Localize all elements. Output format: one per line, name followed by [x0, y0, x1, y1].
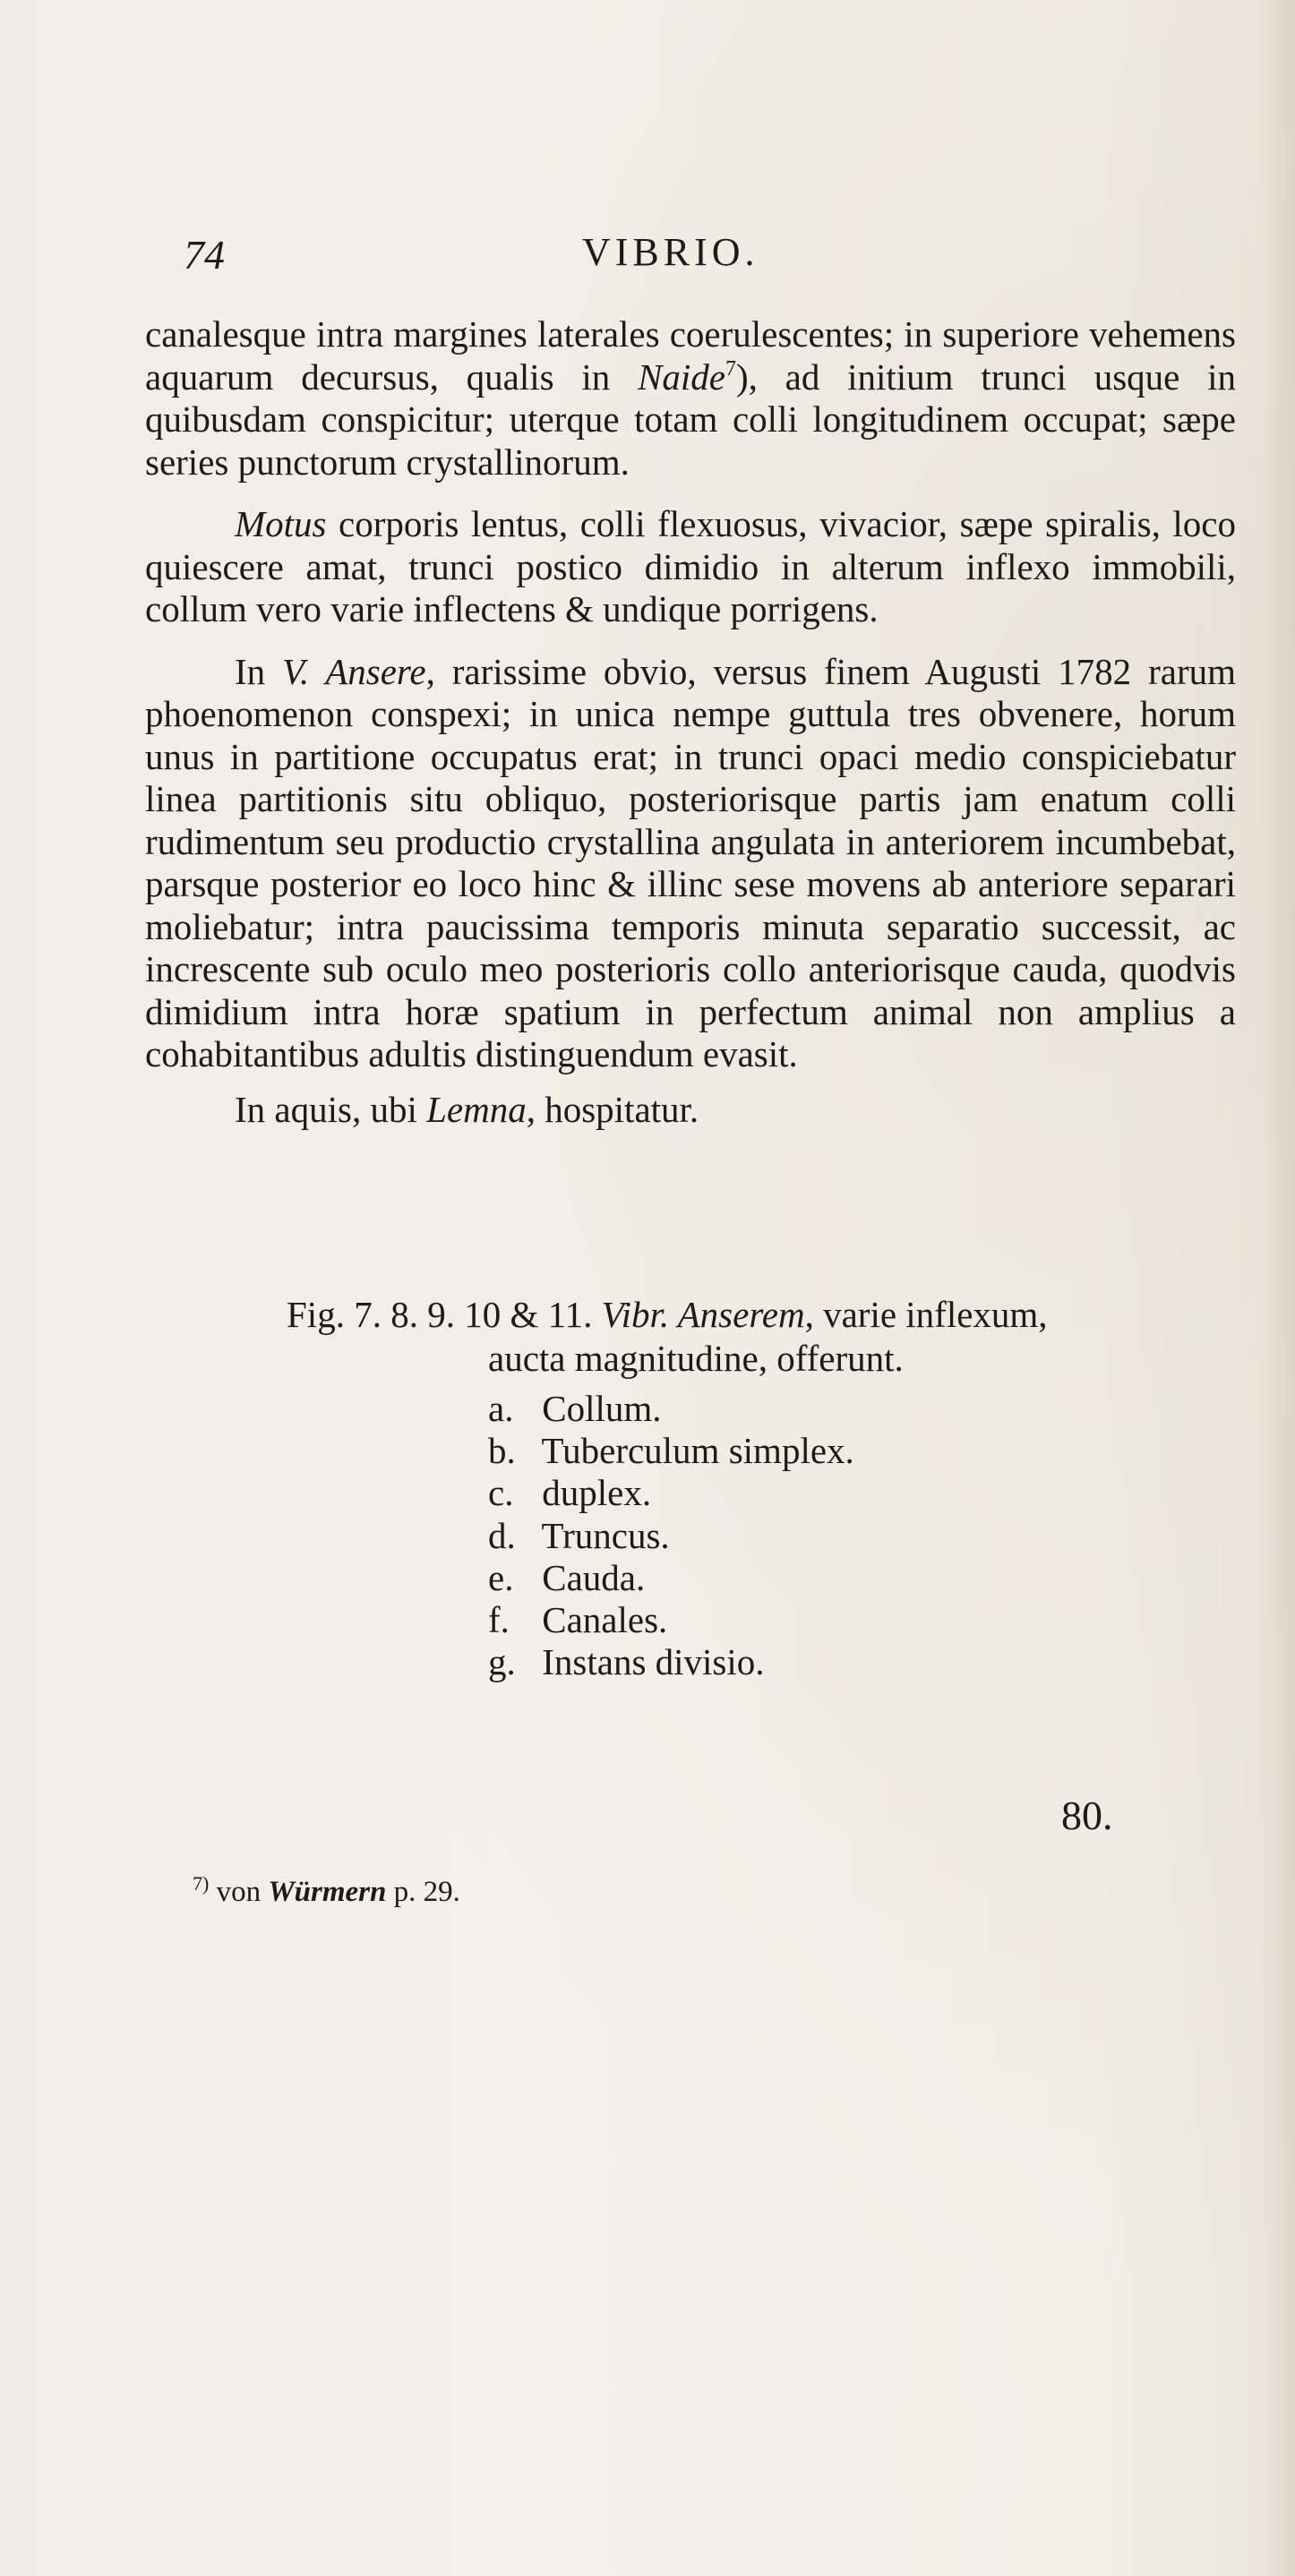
italic-v-ansere: V. Ansere — [282, 650, 426, 692]
legend-item: e. Cauda. — [488, 1556, 646, 1598]
legend-item: a. Collum. — [488, 1388, 662, 1429]
legend-item: d. Truncus. — [488, 1514, 670, 1556]
italic-naide: Naide — [638, 355, 725, 398]
body-text — [145, 313, 1236, 1131]
italic-motus: Motus — [235, 503, 327, 544]
figure-caption-continuation: aucta magnitudine, offerunt. — [488, 1338, 904, 1379]
italic-vibr-anserem: Vibr. Anserem — [601, 1294, 805, 1335]
legend-item: f. Canales. — [488, 1599, 668, 1641]
paragraph-1: canalesque intra margines laterales coerulescentes; in superiore vehemens aquarum decursus, qualis in Naide$^7$), ad initium trunci usque in quibusdam conspicitur; uterque totam colli longitudinem occupat; sæpe series punctorum crystallinorum. — [145, 313, 1237, 483]
footnote-mark: 7) — [193, 1872, 210, 1895]
running-head: VIBRIO. — [582, 230, 759, 274]
paragraph-3: In V. Ansere, rarissime obvio, versus finem Augusti 1782 rarum phoenomenon conspexi; in unica nempe guttula tres obvenere, horum unus in partitione occupatus erat; in trunci opaci medio conspiciebatur linea partitionis situ obliquo, posteriorisque partis jam enatum colli rudimentum seu productio crystallina angulata in anteriorem incumbebat, parsque posterior eo loco hinc & illinc sese movens ab anteriore separari moliebatur; intra paucissima temporis minuta separatio successit, ac increscente sub oculo meo posterioris collo anteriorisque cauda, quodvis dimidium intra horæ spatium in perfectum animal non amplius a cohabitantibus adultis distinguendum evasit. — [145, 650, 1236, 1074]
catchword: 80. — [1061, 1793, 1113, 1838]
footnote-ref: 7 — [725, 356, 736, 381]
italic-lemna: Lemna — [426, 1088, 527, 1130]
legend-item: c. duplex. — [488, 1472, 652, 1514]
italic-wuermern: Würmern — [268, 1876, 387, 1908]
figure-caption: Fig. 7. 8. 9. 10 & 11. Vibr. Anserem, varie inflexum, — [287, 1294, 1048, 1335]
page-number: 74 — [184, 232, 225, 278]
footnote: $^{7)}$ von Würmern p. 29. — [193, 1872, 460, 1908]
page-edge-shadow — [1259, 0, 1295, 2576]
legend-item: g. Instans divisio. — [488, 1641, 765, 1683]
figure-legend — [488, 1388, 854, 1683]
paragraph-4: In aquis, ubi Lemna, hospitatur. — [235, 1088, 699, 1130]
paragraph-2: Motus corporis lentus, colli flexuosus, vivacior, sæpe spiralis, loco quiescere amat, trunci postico dimidio in alterum inflexo immobili, collum vero varie inflectens & undique porrigens. — [145, 503, 1236, 629]
legend-item: b. Tuberculum simplex. — [488, 1430, 854, 1472]
